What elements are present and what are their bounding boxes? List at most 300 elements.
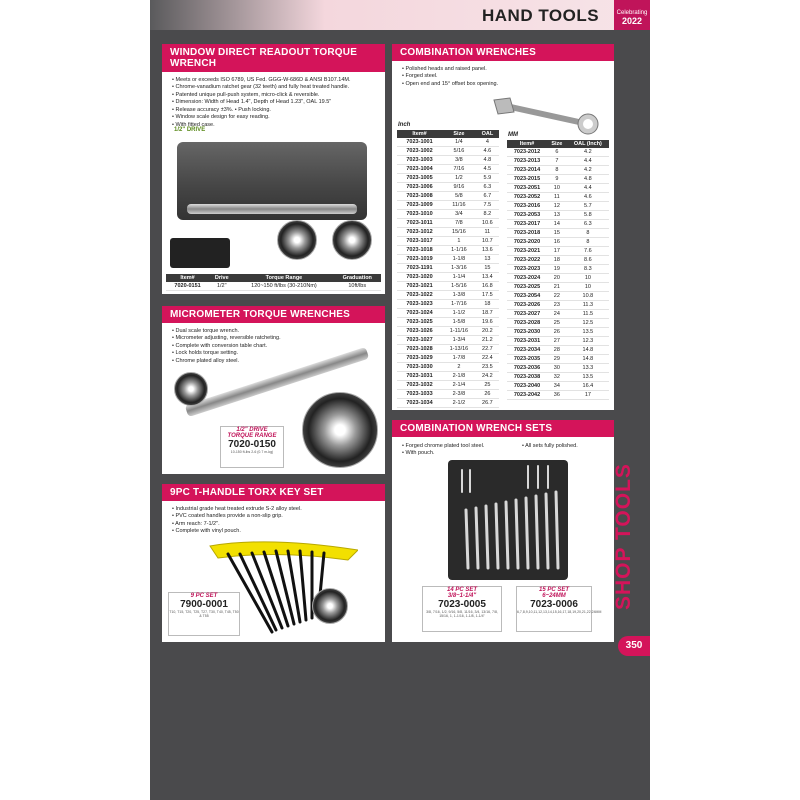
table-row <box>397 282 499 291</box>
table-row <box>166 282 381 291</box>
table-cell: 7/16 <box>442 165 476 174</box>
table-cell: 2-1/8 <box>442 372 476 381</box>
table-cell: 7023-2012 <box>507 148 547 157</box>
torque-wrench-bullets <box>162 72 385 134</box>
table-cell: 7023-2028 <box>507 319 547 328</box>
table-cell: 8 <box>567 229 609 238</box>
table-cell: 10.7 <box>476 237 499 246</box>
micrometer-scale-image <box>302 392 378 468</box>
table-cell: 26.7 <box>476 399 499 408</box>
table-cell: 1-3/8 <box>442 291 476 300</box>
table-cell: 2-3/8 <box>442 390 476 399</box>
table-cell: 29 <box>547 355 567 364</box>
table-cell: 1/2" <box>209 282 234 291</box>
table-row <box>397 246 499 255</box>
table-cell: 16 <box>547 238 567 247</box>
table-row <box>507 292 609 301</box>
table-cell: 15/16 <box>442 228 476 237</box>
part-sizes: 3/8, 7/16, 1/2, 9/16, 5/8, 11/16, 3/4, 13/16, 7/8, 15/16, 1, 1-1/16, 1-1/8, 1-1/4" <box>426 610 498 618</box>
table-row <box>507 328 609 337</box>
table-cell: 1-7/16 <box>442 300 476 309</box>
table-cell: 7023-2030 <box>507 328 547 337</box>
table-cell: 18.7 <box>476 309 499 318</box>
table-cell: 9/16 <box>442 183 476 192</box>
inch-table-wrap <box>397 130 499 408</box>
table-cell: 18 <box>476 300 499 309</box>
table-cell: 7023-2051 <box>507 184 547 193</box>
table-cell: 7023-2040 <box>507 382 547 391</box>
table-row <box>397 291 499 300</box>
drive-label: 1/2" DRIVE <box>174 127 206 133</box>
table-cell: 11 <box>547 193 567 202</box>
table-cell: 8.6 <box>567 256 609 265</box>
torque-spec-table-wrap <box>166 274 381 291</box>
table-row <box>397 399 499 408</box>
torx-tip-image <box>312 588 348 624</box>
table-cell: 4.4 <box>567 184 609 193</box>
table-cell: 8 <box>547 166 567 175</box>
bullet-item: • Dimension: Width of Head 1.4", Depth of Head 1.23", OAL 19.5" <box>172 99 375 106</box>
table-cell: 16.8 <box>476 282 499 291</box>
table-cell: 7023-1030 <box>397 363 442 372</box>
table-cell: 24 <box>547 310 567 319</box>
table-cell: 1-11/16 <box>442 327 476 336</box>
table-cell: 4.2 <box>567 148 609 157</box>
torque-spec-table <box>166 274 381 291</box>
col-item: Item# <box>507 140 547 148</box>
col-torque-range: Torque Range <box>234 274 333 282</box>
table-cell: 10 <box>567 274 609 283</box>
wrench-sets-bullets-right <box>512 438 588 455</box>
table-cell: 10.6 <box>476 219 499 228</box>
table-row <box>507 238 609 247</box>
table-row <box>507 373 609 382</box>
table-cell: 5.8 <box>567 211 609 220</box>
table-cell: 32 <box>547 373 567 382</box>
col-oal: OAL <box>476 130 499 138</box>
table-cell: 7023-1017 <box>397 237 442 246</box>
table-row <box>397 156 499 165</box>
table-cell: 12 <box>547 202 567 211</box>
table-cell: 28 <box>547 346 567 355</box>
bullet-item: • PVC coated handles provide a non-slip grip. <box>172 513 375 520</box>
table-cell: 36 <box>547 391 567 400</box>
table-cell: 7023-1034 <box>397 399 442 408</box>
bullet-item: • Forged chrome plated tool steel. <box>402 443 484 450</box>
table-cell: 2-1/2 <box>442 399 476 408</box>
table-cell: 10 <box>547 184 567 193</box>
combination-wrenches-title: COMBINATION WRENCHES <box>392 44 614 61</box>
table-cell: 1/2 <box>442 174 476 183</box>
part-box-title: 1/2" DRIVE <box>236 427 268 433</box>
table-cell: 1-5/16 <box>442 282 476 291</box>
table-cell: 7023-1025 <box>397 318 442 327</box>
celebrating-label: Celebrating <box>616 10 648 16</box>
col-size: Size <box>442 130 476 138</box>
table-cell: 7023-1010 <box>397 210 442 219</box>
col-drive: Drive <box>209 274 234 282</box>
page-title: HAND TOOLS <box>482 6 600 25</box>
part-number: 7023-0005 <box>438 599 486 610</box>
table-cell: 13 <box>476 255 499 264</box>
table-row <box>507 346 609 355</box>
table-row <box>397 273 499 282</box>
table-cell: 7 <box>547 157 567 166</box>
table-cell: 7023-1027 <box>397 336 442 345</box>
table-row <box>397 192 499 201</box>
table-cell: 7023-1026 <box>397 327 442 336</box>
table-cell: 1-1/16 <box>442 246 476 255</box>
col-oal: OAL (Inch) <box>567 140 609 148</box>
torque-wrench-title: WINDOW DIRECT READOUT TORQUE WRENCH <box>162 44 385 72</box>
table-cell: 21 <box>547 283 567 292</box>
table-cell: 8.3 <box>567 265 609 274</box>
table-row <box>507 148 609 157</box>
part-sizes: 6,7,8,9,10,11,12,13,14,15,16,17,18,19,20,21,22,24MM <box>517 610 602 614</box>
table-cell: 4.5 <box>476 165 499 174</box>
table-cell: 1 <box>442 237 476 246</box>
bullet-item: • Polished heads and raised panel. <box>402 66 604 73</box>
table-cell: 7023-2053 <box>507 211 547 220</box>
table-cell: 7023-2016 <box>507 202 547 211</box>
table-row <box>507 256 609 265</box>
table-cell: 17.5 <box>476 291 499 300</box>
table-row <box>507 211 609 220</box>
table-cell: 7.5 <box>476 201 499 210</box>
table-cell: 7023-1032 <box>397 381 442 390</box>
table-row <box>507 220 609 229</box>
table-row <box>397 147 499 156</box>
wrench-set-pouch-image <box>448 460 568 580</box>
part-number: 7020-0150 <box>228 439 276 450</box>
table-row <box>397 237 499 246</box>
bullet-item: • With fitted case. <box>172 122 375 129</box>
part-box-title: 9 PC SET <box>190 593 218 599</box>
table-cell: 7023-1009 <box>397 201 442 210</box>
ratchet-head-image-1 <box>277 220 317 260</box>
table-row <box>397 174 499 183</box>
table-row <box>397 255 499 264</box>
wrench-sets-title: COMBINATION WRENCH SETS <box>392 420 614 437</box>
table-cell: 8 <box>567 238 609 247</box>
table-cell: 14.8 <box>567 346 609 355</box>
part-box-title: 14 PC SET <box>446 587 477 593</box>
table-cell: 7023-1023 <box>397 300 442 309</box>
table-cell: 9 <box>547 175 567 184</box>
mm-table-wrap <box>507 140 609 400</box>
table-cell: 1/4 <box>442 138 476 147</box>
table-cell: 7023-1004 <box>397 165 442 174</box>
table-row <box>507 265 609 274</box>
table-cell: 7023-2023 <box>507 265 547 274</box>
table-row <box>397 309 499 318</box>
table-row <box>507 319 609 328</box>
bullet-item: • Forged steel. <box>402 73 604 80</box>
table-cell: 14.8 <box>567 355 609 364</box>
table-cell: 20.2 <box>476 327 499 336</box>
table-cell: 7023-2014 <box>507 166 547 175</box>
table-cell: 10.8 <box>567 292 609 301</box>
table-cell: 17 <box>567 391 609 400</box>
table-cell: 1-1/4 <box>442 273 476 282</box>
part-box-subtitle: 6~24MM <box>542 593 566 599</box>
table-row <box>507 310 609 319</box>
combination-wrenches-panel <box>392 44 614 410</box>
torque-wrench-panel <box>162 44 385 294</box>
table-row <box>507 355 609 364</box>
bullet-item: • Chrome plated alloy steel. <box>172 358 375 365</box>
table-cell: 13.3 <box>567 364 609 373</box>
table-cell: 34 <box>547 382 567 391</box>
table-cell: 7023-1006 <box>397 183 442 192</box>
bullet-item: • Meets or exceeds ISO 6789, US Fed. GGG-W-686D & ANSI B107.14M. <box>172 77 375 84</box>
table-cell: 25 <box>476 381 499 390</box>
micrometer-head-image <box>174 372 208 406</box>
table-cell: 24.2 <box>476 372 499 381</box>
table-cell: 4.8 <box>476 156 499 165</box>
table-cell: 15 <box>547 229 567 238</box>
bullet-item: • Release accuracy ±3%. • Push locking. <box>172 107 375 114</box>
table-cell: 3/4 <box>442 210 476 219</box>
table-cell: 1-13/16 <box>442 345 476 354</box>
table-row <box>397 318 499 327</box>
table-cell: 7023-2036 <box>507 364 547 373</box>
table-cell: 7023-2013 <box>507 157 547 166</box>
table-row <box>507 193 609 202</box>
table-row <box>397 219 499 228</box>
ratchet-head-image-2 <box>332 220 372 260</box>
part-number: 7900-0001 <box>180 599 228 610</box>
table-cell: 7023-2052 <box>507 193 547 202</box>
table-cell: 26 <box>476 390 499 399</box>
bullet-item: • Micrometer adjusting, reversible ratcheting. <box>172 335 375 342</box>
combination-wrenches-bullets <box>392 61 614 93</box>
table-cell: 7023-1021 <box>397 282 442 291</box>
part-sizes: 10-150 ft-lbs 2-6 (0.7 m-kg) <box>230 450 274 454</box>
table-cell: 7023-2035 <box>507 355 547 364</box>
table-cell: 12.5 <box>567 319 609 328</box>
bullet-item: • Patented unique pull-push system, micro-click & reversible. <box>172 92 375 99</box>
table-cell: 7020-0151 <box>166 282 209 291</box>
table-cell: 5.9 <box>476 174 499 183</box>
table-row <box>507 157 609 166</box>
table-cell: 27 <box>547 337 567 346</box>
table-row <box>507 184 609 193</box>
table-cell: 7023-1191 <box>397 264 442 273</box>
table-cell: 16.4 <box>567 382 609 391</box>
table-cell: 6.3 <box>476 183 499 192</box>
torx-title: 9PC T-HANDLE TORX KEY SET <box>162 484 385 501</box>
bullet-item: • Dual scale torque wrench. <box>172 328 375 335</box>
table-cell: 7023-1008 <box>397 192 442 201</box>
table-row <box>397 183 499 192</box>
table-row <box>507 202 609 211</box>
table-cell: 7023-1003 <box>397 156 442 165</box>
table-cell: 11 <box>476 228 499 237</box>
table-cell: 23.5 <box>476 363 499 372</box>
table-row <box>397 264 499 273</box>
table-cell: 7023-2022 <box>507 256 547 265</box>
table-cell: 3/8 <box>442 156 476 165</box>
table-cell: 6 <box>547 148 567 157</box>
torx-panel <box>162 484 385 642</box>
table-cell: 22.4 <box>476 354 499 363</box>
bullet-item: • Arm reach: 7-1/2". <box>172 521 375 528</box>
table-cell: 13 <box>547 211 567 220</box>
wrench-set-pouch-graphic <box>448 460 568 580</box>
table-cell: 1-5/8 <box>442 318 476 327</box>
bullet-item: • Lock holds torque setting. <box>172 350 375 357</box>
readout-window-image <box>170 238 230 268</box>
mm-table <box>507 140 609 400</box>
table-cell: 7023-1018 <box>397 246 442 255</box>
table-cell: 2-1/4 <box>442 381 476 390</box>
micrometer-part-box <box>220 426 284 468</box>
table-cell: 21.2 <box>476 336 499 345</box>
part-box-subtitle: TORQUE RANGE <box>227 433 277 439</box>
table-cell: 15 <box>476 264 499 273</box>
table-cell: 4.8 <box>567 175 609 184</box>
table-cell: 20 <box>547 274 567 283</box>
table-cell: 7023-1002 <box>397 147 442 156</box>
table-cell: 4.6 <box>476 147 499 156</box>
table-row <box>507 391 609 400</box>
micrometer-panel <box>162 306 385 474</box>
inch-table <box>397 130 499 408</box>
table-cell: 7023-1029 <box>397 354 442 363</box>
table-cell: 30 <box>547 364 567 373</box>
part-number: 7023-0006 <box>530 599 578 610</box>
shop-tools-side-label: SHOP TOOLS <box>612 463 635 610</box>
table-cell: 26 <box>547 328 567 337</box>
torque-wrench-image <box>187 204 357 214</box>
table-cell: 7023-2026 <box>507 301 547 310</box>
table-cell: 23 <box>547 301 567 310</box>
table-row <box>507 382 609 391</box>
bullet-item: • With pouch. <box>402 450 484 457</box>
table-cell: 6.3 <box>567 220 609 229</box>
wrench-set-15pc-box <box>516 586 602 632</box>
col-item: Item# <box>397 130 442 138</box>
table-cell: 7023-1033 <box>397 390 442 399</box>
table-cell: 120~150 ft/lbs (30-210Nm) <box>234 282 333 291</box>
bullet-item: • All sets fully polished. <box>522 443 578 450</box>
table-cell: 18 <box>547 256 567 265</box>
table-cell: 7/8 <box>442 219 476 228</box>
celebrating-badge <box>614 0 650 30</box>
table-cell: 7023-2038 <box>507 373 547 382</box>
table-cell: 1-7/8 <box>442 354 476 363</box>
table-cell: 11.3 <box>567 301 609 310</box>
table-row <box>397 372 499 381</box>
bullet-item: • Complete with conversion table chart. <box>172 343 375 350</box>
table-row <box>397 165 499 174</box>
table-cell: 1-3/16 <box>442 264 476 273</box>
table-cell: 1-1/2 <box>442 309 476 318</box>
table-cell: 5/16 <box>442 147 476 156</box>
table-cell: 7023-1011 <box>397 219 442 228</box>
bullet-item: • Industrial grade heat treated extrude S-2 alloy steel. <box>172 506 375 513</box>
table-cell: 12.3 <box>567 337 609 346</box>
bullet-item: • Window scale design for easy reading. <box>172 114 375 121</box>
table-cell: 5.7 <box>567 202 609 211</box>
table-cell: 13.4 <box>476 273 499 282</box>
part-box-subtitle: 3/8~1-1/4" <box>447 593 477 599</box>
table-row <box>397 138 499 147</box>
table-cell: 7023-2017 <box>507 220 547 229</box>
table-row <box>397 336 499 345</box>
table-cell: 11/16 <box>442 201 476 210</box>
table-cell: 7023-2054 <box>507 292 547 301</box>
table-cell: 19 <box>547 265 567 274</box>
table-row <box>507 337 609 346</box>
table-cell: 10ft/lbs <box>334 282 382 291</box>
col-size: Size <box>547 140 567 148</box>
table-cell: 13.6 <box>476 246 499 255</box>
table-row <box>507 301 609 310</box>
table-cell: 19.6 <box>476 318 499 327</box>
table-cell: 7023-1024 <box>397 309 442 318</box>
table-row <box>397 327 499 336</box>
mm-label: MM <box>508 132 518 138</box>
table-cell: 13.5 <box>567 373 609 382</box>
bullet-item: • Complete with vinyl pouch. <box>172 528 375 535</box>
table-cell: 4 <box>476 138 499 147</box>
table-row <box>397 381 499 390</box>
wrench-set-14pc-box <box>422 586 502 632</box>
table-cell: 6.7 <box>476 192 499 201</box>
table-cell: 14 <box>547 220 567 229</box>
table-cell: 17 <box>547 247 567 256</box>
table-cell: 22 <box>547 292 567 301</box>
table-cell: 7023-1005 <box>397 174 442 183</box>
table-cell: 10 <box>567 283 609 292</box>
table-row <box>507 229 609 238</box>
table-row <box>397 363 499 372</box>
table-row <box>397 210 499 219</box>
table-cell: 25 <box>547 319 567 328</box>
table-cell: 11.5 <box>567 310 609 319</box>
table-cell: 7023-2027 <box>507 310 547 319</box>
table-row <box>397 354 499 363</box>
table-cell: 7023-2031 <box>507 337 547 346</box>
table-row <box>397 201 499 210</box>
micrometer-title: MICROMETER TORQUE WRENCHES <box>162 306 385 323</box>
table-cell: 4.2 <box>567 166 609 175</box>
table-row <box>507 166 609 175</box>
part-sizes: T10, T15, T20, T25, T27, T30, T40, T45, T50 & T55 <box>169 610 239 618</box>
table-cell: 7023-2020 <box>507 238 547 247</box>
table-row <box>397 300 499 309</box>
bullet-item: • Open end and 15° offset box opening. <box>402 81 604 88</box>
table-cell: 7023-1019 <box>397 255 442 264</box>
table-cell: 7023-1028 <box>397 345 442 354</box>
table-cell: 1-3/4 <box>442 336 476 345</box>
table-cell: 22.7 <box>476 345 499 354</box>
table-cell: 7023-2024 <box>507 274 547 283</box>
table-row <box>507 175 609 184</box>
table-cell: 7023-2015 <box>507 175 547 184</box>
col-item: Item# <box>166 274 209 282</box>
table-row <box>507 247 609 256</box>
table-cell: 7023-1001 <box>397 138 442 147</box>
table-cell: 7023-1031 <box>397 372 442 381</box>
torx-part-box <box>168 592 240 636</box>
table-cell: 7023-2042 <box>507 391 547 400</box>
page-number: 350 <box>618 636 650 656</box>
table-cell: 7023-2018 <box>507 229 547 238</box>
table-cell: 7023-1022 <box>397 291 442 300</box>
